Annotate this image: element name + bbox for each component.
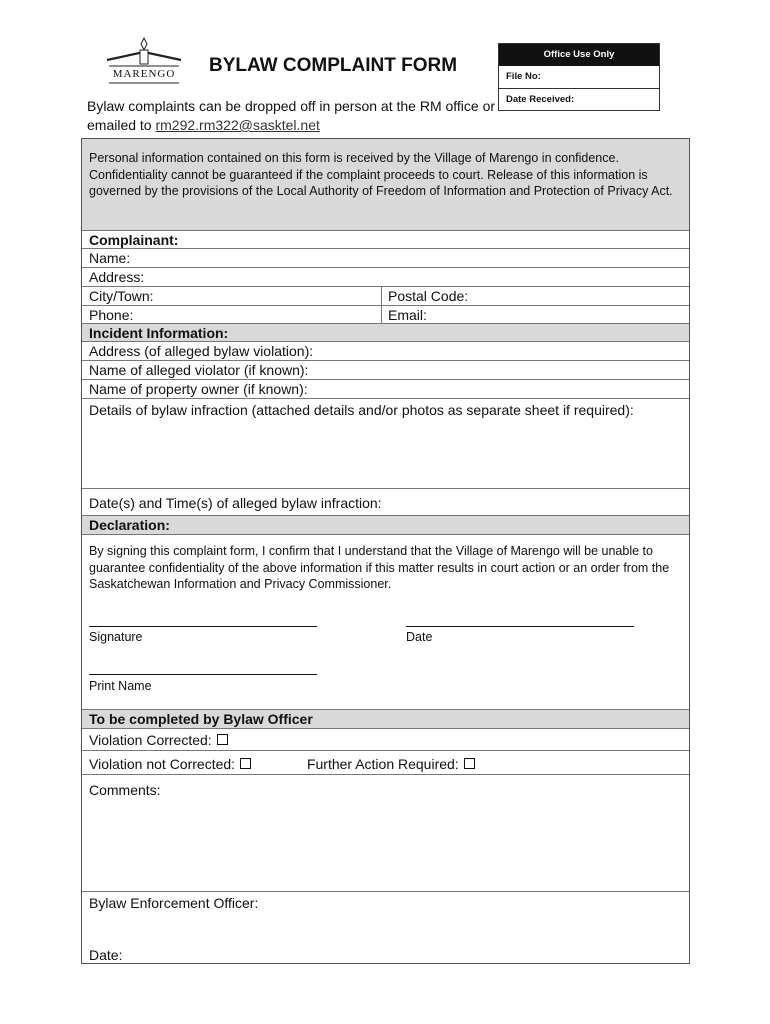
violation-not-corrected-checkbox[interactable] <box>240 758 251 769</box>
privacy-notice: Personal information contained on this form is received by the Village of Marengo in confidence. Confidentiality cannot be guaranteed if the complaint proceeds to court. Release of this information is governed by the provisions of the Local Authority of Freedom of Information and Protection of Privacy Act. <box>82 139 689 230</box>
violation-corrected-label: Violation Corrected: <box>89 732 212 748</box>
complaint-form <box>81 138 690 964</box>
signature-line[interactable] <box>89 626 317 627</box>
declaration-heading: Declaration: <box>82 515 689 534</box>
intro-instructions: Bylaw complaints can be dropped off in person at the RM office or emailed to <box>87 98 496 133</box>
date-line[interactable] <box>406 626 634 627</box>
form-title: BYLAW COMPLAINT FORM <box>209 55 458 76</box>
city-field[interactable]: City/Town: <box>89 288 154 304</box>
date-caption: Date <box>406 630 433 644</box>
violation-not-corrected-label: Violation not Corrected: <box>89 756 236 772</box>
declaration-text: By signing this complaint form, I confirm that I understand that the Village of Marengo will be unable to guarantee confidentiality of the above information if this matter results in court action or an order from the Saskatchewan Information and Privacy Commissioner. <box>89 544 670 591</box>
officer-date-field[interactable]: Date: <box>89 947 123 963</box>
officer-sign-section <box>82 891 689 963</box>
marengo-logo <box>103 36 185 88</box>
office-use-heading: Office Use Only <box>499 44 659 66</box>
enforcement-officer-field[interactable]: Bylaw Enforcement Officer: <box>89 895 259 911</box>
office-use-box <box>498 43 660 111</box>
infraction-datetime-field[interactable]: Date(s) and Time(s) of alleged bylaw infraction: <box>82 488 689 515</box>
date-received-field[interactable]: Date Received: <box>499 88 659 111</box>
signature-caption: Signature <box>89 630 143 644</box>
complainant-name-field[interactable]: Name: <box>82 248 689 267</box>
email-link[interactable]: rm292.rm322@sasktel.net <box>155 117 320 133</box>
violator-name-field[interactable]: Name of alleged violator (if known): <box>82 360 689 379</box>
print-name-caption: Print Name <box>89 679 152 693</box>
complainant-heading: Complainant: <box>82 230 689 248</box>
intro-text <box>87 97 497 135</box>
logo-text: MARENGO <box>112 68 176 80</box>
email-field[interactable]: Email: <box>388 307 427 323</box>
violation-corrected-checkbox[interactable] <box>217 734 228 745</box>
phone-field[interactable]: Phone: <box>89 307 134 323</box>
further-action-checkbox[interactable] <box>464 758 475 769</box>
violation-corrected-row <box>82 728 689 750</box>
file-no-field[interactable]: File No: <box>506 71 541 82</box>
further-action-label: Further Action Required: <box>306 756 459 772</box>
city-postal-row <box>82 286 689 305</box>
declaration-section <box>82 534 689 709</box>
phone-email-row <box>82 305 689 323</box>
print-name-line[interactable] <box>89 674 317 675</box>
postal-code-field[interactable]: Postal Code: <box>388 288 469 304</box>
violation-status-row <box>82 750 689 774</box>
violation-address-field[interactable]: Address (of alleged bylaw violation): <box>82 341 689 360</box>
comments-field[interactable]: Comments: <box>82 774 689 891</box>
officer-heading: To be completed by Bylaw Officer <box>82 709 689 728</box>
complainant-address-field[interactable]: Address: <box>82 267 689 286</box>
property-owner-field[interactable]: Name of property owner (if known): <box>82 379 689 398</box>
incident-heading: Incident Information: <box>82 323 689 341</box>
infraction-details-field[interactable]: Details of bylaw infraction (attached details and/or photos as separate sheet if required): <box>82 398 689 488</box>
